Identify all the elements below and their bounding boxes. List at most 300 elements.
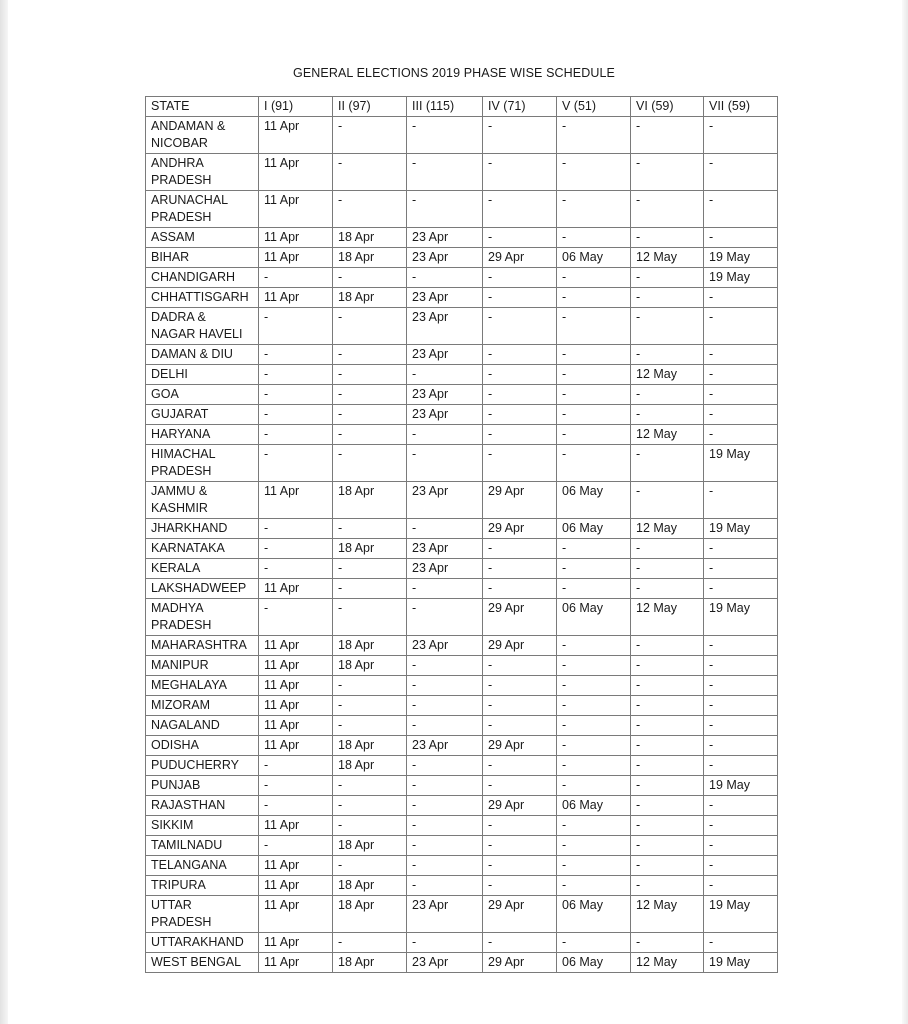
phase-5-date-cell: 06 May — [557, 896, 631, 933]
phase-5-date-cell: - — [557, 836, 631, 856]
phase-6-date-cell: 12 May — [631, 365, 704, 385]
phase-2-date-cell: - — [333, 385, 407, 405]
state-name-cell: ASSAM — [146, 228, 259, 248]
phase-6-date-cell: - — [631, 933, 704, 953]
phase-3-date-cell: 23 Apr — [407, 405, 483, 425]
phase-3-date-cell: - — [407, 117, 483, 154]
phase-4-date-cell: - — [483, 154, 557, 191]
table-row — [146, 405, 778, 425]
phase-2-date-cell: - — [333, 776, 407, 796]
phase-2-date-cell: - — [333, 796, 407, 816]
phase-6-date-cell: - — [631, 288, 704, 308]
phase-3-date-cell: - — [407, 579, 483, 599]
phase-6-date-cell: 12 May — [631, 953, 704, 973]
phase-1-date-cell: - — [259, 836, 333, 856]
phase-6-date-cell: - — [631, 117, 704, 154]
phase-7-date-cell: - — [704, 345, 778, 365]
state-name-cell: UTTAR PRADESH — [146, 896, 259, 933]
phase-4-date-cell: 29 Apr — [483, 482, 557, 519]
phase-3-date-cell: 23 Apr — [407, 559, 483, 579]
phase-2-date-cell: - — [333, 268, 407, 288]
phase-3-date-cell: - — [407, 856, 483, 876]
phase-6-date-cell: - — [631, 856, 704, 876]
state-name-cell: DADRA & NAGAR HAVELI — [146, 308, 259, 345]
phase-7-date-cell: - — [704, 856, 778, 876]
phase-7-date-cell: - — [704, 816, 778, 836]
phase-3-date-cell: - — [407, 933, 483, 953]
phase-1-date-cell: 11 Apr — [259, 696, 333, 716]
phase-3-date-cell: 23 Apr — [407, 345, 483, 365]
phase-3-date-cell: - — [407, 876, 483, 896]
phase-1-date-cell: 11 Apr — [259, 896, 333, 933]
phase-6-date-cell: - — [631, 696, 704, 716]
table-row — [146, 191, 778, 228]
phase-3-date-cell: 23 Apr — [407, 482, 483, 519]
phase-7-date-cell: - — [704, 385, 778, 405]
phase-4-date-cell: - — [483, 756, 557, 776]
state-name-cell: CHANDIGARH — [146, 268, 259, 288]
phase-1-date-cell: 11 Apr — [259, 191, 333, 228]
phase-4-date-cell: - — [483, 836, 557, 856]
phase-6-date-cell: - — [631, 836, 704, 856]
state-name-cell: TELANGANA — [146, 856, 259, 876]
phase-2-date-cell: - — [333, 308, 407, 345]
phase-5-date-cell: 06 May — [557, 796, 631, 816]
phase-7-date-cell: 19 May — [704, 445, 778, 482]
phase-4-date-cell: 29 Apr — [483, 736, 557, 756]
phase-3-date-cell: - — [407, 519, 483, 539]
state-name-cell: KERALA — [146, 559, 259, 579]
phase-3-date-cell: 23 Apr — [407, 953, 483, 973]
phase-5-date-cell: - — [557, 308, 631, 345]
phase-7-date-cell: - — [704, 716, 778, 736]
phase-1-date-cell: - — [259, 756, 333, 776]
table-row — [146, 716, 778, 736]
phase-2-date-cell: - — [333, 933, 407, 953]
schedule-body — [146, 97, 778, 973]
header-cell-phase-7: VII (59) — [704, 97, 778, 117]
state-name-cell: KARNATAKA — [146, 539, 259, 559]
phase-5-date-cell: - — [557, 876, 631, 896]
phase-5-date-cell: - — [557, 756, 631, 776]
phase-5-date-cell: - — [557, 716, 631, 736]
phase-3-date-cell: - — [407, 676, 483, 696]
phase-4-date-cell: 29 Apr — [483, 248, 557, 268]
phase-5-date-cell: - — [557, 933, 631, 953]
phase-4-date-cell: - — [483, 228, 557, 248]
phase-1-date-cell: 11 Apr — [259, 288, 333, 308]
phase-1-date-cell: 11 Apr — [259, 816, 333, 836]
state-name-cell: PUDUCHERRY — [146, 756, 259, 776]
state-name-cell: PUNJAB — [146, 776, 259, 796]
table-row — [146, 816, 778, 836]
header-cell-phase-1: I (91) — [259, 97, 333, 117]
table-row — [146, 953, 778, 973]
phase-5-date-cell: - — [557, 579, 631, 599]
phase-3-date-cell: - — [407, 191, 483, 228]
phase-1-date-cell: 11 Apr — [259, 856, 333, 876]
state-name-cell: HARYANA — [146, 425, 259, 445]
table-row — [146, 696, 778, 716]
table-row — [146, 856, 778, 876]
phase-6-date-cell: - — [631, 345, 704, 365]
state-name-cell: ANDAMAN & NICOBAR — [146, 117, 259, 154]
phase-7-date-cell: - — [704, 191, 778, 228]
state-name-cell: MANIPUR — [146, 656, 259, 676]
table-row — [146, 482, 778, 519]
state-name-cell: ARUNACHAL PRADESH — [146, 191, 259, 228]
phase-5-date-cell: - — [557, 405, 631, 425]
table-row — [146, 736, 778, 756]
phase-3-date-cell: - — [407, 599, 483, 636]
phase-1-date-cell: - — [259, 519, 333, 539]
phase-7-date-cell: - — [704, 405, 778, 425]
phase-5-date-cell: - — [557, 776, 631, 796]
phase-3-date-cell: 23 Apr — [407, 896, 483, 933]
phase-6-date-cell: - — [631, 816, 704, 836]
phase-2-date-cell: 18 Apr — [333, 228, 407, 248]
phase-5-date-cell: 06 May — [557, 599, 631, 636]
phase-4-date-cell: - — [483, 191, 557, 228]
phase-3-date-cell: 23 Apr — [407, 736, 483, 756]
header-row — [146, 97, 778, 117]
table-row — [146, 154, 778, 191]
phase-1-date-cell: 11 Apr — [259, 736, 333, 756]
phase-7-date-cell: 19 May — [704, 776, 778, 796]
phase-5-date-cell: - — [557, 856, 631, 876]
phase-6-date-cell: - — [631, 676, 704, 696]
table-row — [146, 876, 778, 896]
phase-3-date-cell: - — [407, 796, 483, 816]
phase-4-date-cell: - — [483, 856, 557, 876]
phase-2-date-cell: 18 Apr — [333, 736, 407, 756]
state-name-cell: BIHAR — [146, 248, 259, 268]
state-name-cell: NAGALAND — [146, 716, 259, 736]
phase-6-date-cell: - — [631, 559, 704, 579]
phase-1-date-cell: 11 Apr — [259, 636, 333, 656]
table-row — [146, 559, 778, 579]
phase-4-date-cell: 29 Apr — [483, 599, 557, 636]
phase-6-date-cell: - — [631, 656, 704, 676]
phase-4-date-cell: - — [483, 559, 557, 579]
phase-5-date-cell: - — [557, 559, 631, 579]
phase-7-date-cell: - — [704, 228, 778, 248]
phase-3-date-cell: - — [407, 756, 483, 776]
table-row — [146, 425, 778, 445]
phase-4-date-cell: - — [483, 117, 557, 154]
table-row — [146, 896, 778, 933]
phase-4-date-cell: - — [483, 539, 557, 559]
phase-4-date-cell: - — [483, 776, 557, 796]
phase-2-date-cell: - — [333, 405, 407, 425]
phase-7-date-cell: - — [704, 933, 778, 953]
phase-7-date-cell: - — [704, 696, 778, 716]
phase-2-date-cell: - — [333, 696, 407, 716]
phase-3-date-cell: 23 Apr — [407, 385, 483, 405]
table-row — [146, 288, 778, 308]
phase-2-date-cell: - — [333, 716, 407, 736]
phase-1-date-cell: 11 Apr — [259, 656, 333, 676]
phase-6-date-cell: - — [631, 154, 704, 191]
table-row — [146, 756, 778, 776]
state-name-cell: MEGHALAYA — [146, 676, 259, 696]
state-name-cell: TAMILNADU — [146, 836, 259, 856]
phase-1-date-cell: 11 Apr — [259, 579, 333, 599]
phase-7-date-cell: - — [704, 736, 778, 756]
phase-3-date-cell: - — [407, 268, 483, 288]
phase-1-date-cell: - — [259, 796, 333, 816]
header-cell-phase-4: IV (71) — [483, 97, 557, 117]
phase-1-date-cell: 11 Apr — [259, 482, 333, 519]
page-edge-shadow-left — [0, 0, 8, 1024]
phase-1-date-cell: - — [259, 385, 333, 405]
phase-5-date-cell: 06 May — [557, 248, 631, 268]
phase-2-date-cell: - — [333, 599, 407, 636]
phase-2-date-cell: - — [333, 345, 407, 365]
phase-2-date-cell: 18 Apr — [333, 876, 407, 896]
phase-7-date-cell: - — [704, 636, 778, 656]
phase-1-date-cell: - — [259, 776, 333, 796]
phase-2-date-cell: - — [333, 676, 407, 696]
phase-2-date-cell: - — [333, 154, 407, 191]
table-row — [146, 539, 778, 559]
phase-6-date-cell: - — [631, 876, 704, 896]
table-row — [146, 776, 778, 796]
phase-7-date-cell: - — [704, 756, 778, 776]
state-name-cell: LAKSHADWEEP — [146, 579, 259, 599]
phase-4-date-cell: - — [483, 445, 557, 482]
phase-4-date-cell: 29 Apr — [483, 796, 557, 816]
phase-2-date-cell: 18 Apr — [333, 248, 407, 268]
table-row — [146, 579, 778, 599]
phase-2-date-cell: - — [333, 445, 407, 482]
table-row — [146, 228, 778, 248]
phase-1-date-cell: 11 Apr — [259, 248, 333, 268]
table-row — [146, 796, 778, 816]
state-name-cell: TRIPURA — [146, 876, 259, 896]
phase-7-date-cell: - — [704, 656, 778, 676]
phase-5-date-cell: - — [557, 816, 631, 836]
phase-7-date-cell: 19 May — [704, 896, 778, 933]
phase-3-date-cell: - — [407, 365, 483, 385]
phase-6-date-cell: - — [631, 736, 704, 756]
state-name-cell: SIKKIM — [146, 816, 259, 836]
phase-4-date-cell: - — [483, 579, 557, 599]
phase-1-date-cell: - — [259, 445, 333, 482]
phase-6-date-cell: - — [631, 579, 704, 599]
phase-7-date-cell: - — [704, 559, 778, 579]
phase-7-date-cell: - — [704, 425, 778, 445]
phase-7-date-cell: 19 May — [704, 599, 778, 636]
phase-1-date-cell: 11 Apr — [259, 933, 333, 953]
phase-7-date-cell: - — [704, 876, 778, 896]
phase-4-date-cell: - — [483, 365, 557, 385]
phase-2-date-cell: 18 Apr — [333, 288, 407, 308]
phase-6-date-cell: - — [631, 405, 704, 425]
phase-2-date-cell: 18 Apr — [333, 953, 407, 973]
phase-6-date-cell: - — [631, 636, 704, 656]
phase-5-date-cell: - — [557, 736, 631, 756]
page-edge-shadow-right — [902, 0, 908, 1024]
header-cell-phase-3: III (115) — [407, 97, 483, 117]
phase-7-date-cell: - — [704, 539, 778, 559]
phase-5-date-cell: - — [557, 117, 631, 154]
phase-2-date-cell: - — [333, 117, 407, 154]
phase-2-date-cell: - — [333, 816, 407, 836]
table-row — [146, 445, 778, 482]
phase-4-date-cell: - — [483, 405, 557, 425]
table-row — [146, 656, 778, 676]
phase-3-date-cell: - — [407, 154, 483, 191]
phase-1-date-cell: 11 Apr — [259, 953, 333, 973]
phase-3-date-cell: - — [407, 656, 483, 676]
phase-6-date-cell: 12 May — [631, 896, 704, 933]
phase-2-date-cell: 18 Apr — [333, 656, 407, 676]
phase-7-date-cell: 19 May — [704, 953, 778, 973]
phase-7-date-cell: - — [704, 288, 778, 308]
state-name-cell: ANDHRA PRADESH — [146, 154, 259, 191]
phase-1-date-cell: 11 Apr — [259, 876, 333, 896]
phase-1-date-cell: 11 Apr — [259, 154, 333, 191]
phase-7-date-cell: - — [704, 482, 778, 519]
phase-1-date-cell: - — [259, 365, 333, 385]
phase-6-date-cell: 12 May — [631, 248, 704, 268]
state-name-cell: MAHARASHTRA — [146, 636, 259, 656]
phase-4-date-cell: - — [483, 385, 557, 405]
phase-6-date-cell: - — [631, 482, 704, 519]
phase-5-date-cell: - — [557, 636, 631, 656]
phase-3-date-cell: 23 Apr — [407, 636, 483, 656]
phase-4-date-cell: - — [483, 816, 557, 836]
phase-5-date-cell: 06 May — [557, 519, 631, 539]
state-name-cell: JHARKHAND — [146, 519, 259, 539]
phase-6-date-cell: - — [631, 308, 704, 345]
phase-4-date-cell: 29 Apr — [483, 896, 557, 933]
phase-6-date-cell: - — [631, 776, 704, 796]
table-row — [146, 248, 778, 268]
table-row — [146, 519, 778, 539]
header-cell-phase-2: II (97) — [333, 97, 407, 117]
state-name-cell: UTTARAKHAND — [146, 933, 259, 953]
phase-7-date-cell: - — [704, 117, 778, 154]
phase-6-date-cell: 12 May — [631, 519, 704, 539]
phase-4-date-cell: - — [483, 696, 557, 716]
phase-2-date-cell: 18 Apr — [333, 756, 407, 776]
state-name-cell: ODISHA — [146, 736, 259, 756]
phase-4-date-cell: - — [483, 288, 557, 308]
phase-4-date-cell: 29 Apr — [483, 953, 557, 973]
phase-1-date-cell: 11 Apr — [259, 228, 333, 248]
phase-5-date-cell: - — [557, 385, 631, 405]
phase-2-date-cell: 18 Apr — [333, 539, 407, 559]
phase-1-date-cell: - — [259, 405, 333, 425]
phase-1-date-cell: 11 Apr — [259, 676, 333, 696]
phase-5-date-cell: - — [557, 288, 631, 308]
phase-4-date-cell: - — [483, 425, 557, 445]
phase-2-date-cell: - — [333, 856, 407, 876]
phase-7-date-cell: 19 May — [704, 248, 778, 268]
phase-7-date-cell: 19 May — [704, 268, 778, 288]
phase-3-date-cell: - — [407, 836, 483, 856]
phase-4-date-cell: - — [483, 345, 557, 365]
phase-1-date-cell: 11 Apr — [259, 716, 333, 736]
state-name-cell: MADHYA PRADESH — [146, 599, 259, 636]
phase-1-date-cell: 11 Apr — [259, 117, 333, 154]
table-row — [146, 636, 778, 656]
table-row — [146, 933, 778, 953]
phase-2-date-cell: - — [333, 579, 407, 599]
phase-3-date-cell: 23 Apr — [407, 308, 483, 345]
phase-2-date-cell: 18 Apr — [333, 896, 407, 933]
phase-5-date-cell: - — [557, 676, 631, 696]
table-row — [146, 365, 778, 385]
phase-7-date-cell: - — [704, 154, 778, 191]
phase-5-date-cell: - — [557, 539, 631, 559]
phase-5-date-cell: - — [557, 191, 631, 228]
table-row — [146, 345, 778, 365]
phase-5-date-cell: - — [557, 425, 631, 445]
state-name-cell: RAJASTHAN — [146, 796, 259, 816]
phase-5-date-cell: 06 May — [557, 482, 631, 519]
phase-3-date-cell: - — [407, 816, 483, 836]
phase-3-date-cell: 23 Apr — [407, 288, 483, 308]
phase-3-date-cell: - — [407, 445, 483, 482]
phase-7-date-cell: - — [704, 796, 778, 816]
phase-4-date-cell: - — [483, 876, 557, 896]
header-cell-phase-6: VI (59) — [631, 97, 704, 117]
phase-2-date-cell: 18 Apr — [333, 636, 407, 656]
phase-6-date-cell: - — [631, 191, 704, 228]
phase-6-date-cell: 12 May — [631, 425, 704, 445]
phase-6-date-cell: 12 May — [631, 599, 704, 636]
phase-6-date-cell: - — [631, 716, 704, 736]
phase-3-date-cell: - — [407, 776, 483, 796]
phase-1-date-cell: - — [259, 425, 333, 445]
phase-7-date-cell: - — [704, 836, 778, 856]
phase-2-date-cell: - — [333, 365, 407, 385]
phase-6-date-cell: - — [631, 385, 704, 405]
phase-3-date-cell: - — [407, 716, 483, 736]
phase-5-date-cell: - — [557, 154, 631, 191]
phase-6-date-cell: - — [631, 756, 704, 776]
header-cell-phase-5: V (51) — [557, 97, 631, 117]
phase-5-date-cell: - — [557, 445, 631, 482]
phase-5-date-cell: 06 May — [557, 953, 631, 973]
phase-1-date-cell: - — [259, 308, 333, 345]
phase-2-date-cell: 18 Apr — [333, 836, 407, 856]
phase-7-date-cell: 19 May — [704, 519, 778, 539]
phase-6-date-cell: - — [631, 268, 704, 288]
phase-3-date-cell: 23 Apr — [407, 248, 483, 268]
phase-2-date-cell: - — [333, 519, 407, 539]
phase-1-date-cell: - — [259, 539, 333, 559]
phase-3-date-cell: 23 Apr — [407, 539, 483, 559]
table-row — [146, 117, 778, 154]
phase-4-date-cell: - — [483, 676, 557, 696]
table-row — [146, 268, 778, 288]
state-name-cell: CHHATTISGARH — [146, 288, 259, 308]
phase-5-date-cell: - — [557, 345, 631, 365]
phase-schedule-table — [145, 96, 778, 973]
phase-7-date-cell: - — [704, 365, 778, 385]
state-name-cell: GOA — [146, 385, 259, 405]
phase-7-date-cell: - — [704, 676, 778, 696]
state-name-cell: GUJARAT — [146, 405, 259, 425]
phase-4-date-cell: - — [483, 268, 557, 288]
state-name-cell: HIMACHAL PRADESH — [146, 445, 259, 482]
phase-6-date-cell: - — [631, 228, 704, 248]
phase-4-date-cell: - — [483, 308, 557, 345]
